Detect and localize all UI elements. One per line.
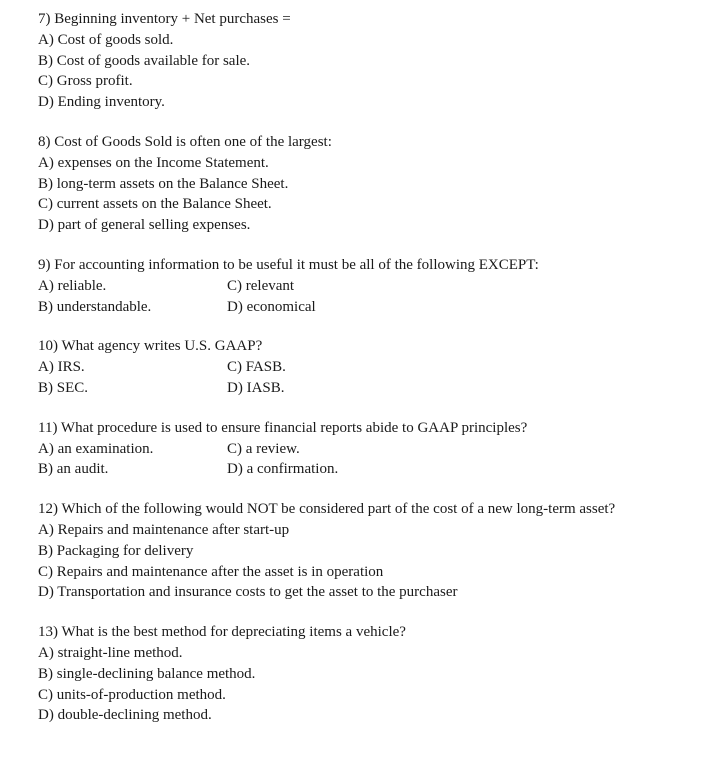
answer-row xyxy=(38,378,678,399)
answer-option-b: B) Cost of goods available for sale. xyxy=(38,52,251,69)
answer-option-a: A) Cost of goods sold. xyxy=(38,31,174,48)
question-10 xyxy=(38,336,678,398)
question-stem: 12) Which of the following would NOT be considered part of the cost of a new long-term asset? xyxy=(38,501,616,518)
question-8 xyxy=(38,132,678,236)
answer-option-a: A) IRS. xyxy=(38,359,85,376)
question-stem: 8) Cost of Goods Sold is often one of the largest: xyxy=(38,133,332,150)
question-stem: 13) What is the best method for depreciating items a vehicle? xyxy=(38,624,406,641)
question-12 xyxy=(38,499,678,603)
answer-option-b: B) single-declining balance method. xyxy=(38,665,256,682)
answer-option-d: D) IASB. xyxy=(227,379,285,396)
answer-option-d: D) Ending inventory. xyxy=(38,94,165,111)
answer-option-c: C) units-of-production method. xyxy=(38,686,226,703)
answer-option-c: C) FASB. xyxy=(227,359,286,376)
answer-option-b: B) SEC. xyxy=(38,379,89,396)
answer-option-c: C) Gross profit. xyxy=(38,73,133,90)
answer-option-b: B) Packaging for delivery xyxy=(38,542,194,559)
answer-row xyxy=(38,459,678,480)
question-13 xyxy=(38,622,678,726)
question-11 xyxy=(38,418,678,480)
answer-option-d: D) double-declining method. xyxy=(38,707,212,724)
quiz-document xyxy=(38,9,678,745)
answer-row xyxy=(38,439,678,460)
answer-option-d: D) Transportation and insurance costs to get the asset to the purchaser xyxy=(38,584,458,601)
question-stem: 7) Beginning inventory + Net purchases = xyxy=(38,11,291,27)
answer-option-a: A) straight-line method. xyxy=(38,644,183,661)
answer-option-c: C) relevant xyxy=(227,277,295,294)
answer-option-b: B) understandable. xyxy=(38,298,152,315)
answer-option-b: B) an audit. xyxy=(38,461,109,478)
answer-row xyxy=(38,297,678,318)
answer-option-d: D) part of general selling expenses. xyxy=(38,217,251,234)
question-stem: 11) What procedure is used to ensure financial reports abide to GAAP principles? xyxy=(38,419,528,436)
answer-option-a: A) an examination. xyxy=(38,440,154,457)
answer-row xyxy=(38,276,678,297)
question-7 xyxy=(38,9,678,113)
question-9 xyxy=(38,255,678,317)
question-stem: 10) What agency writes U.S. GAAP? xyxy=(38,338,263,355)
answer-option-d: D) a confirmation. xyxy=(227,461,339,478)
answer-row xyxy=(38,357,678,378)
answer-option-c: C) a review. xyxy=(227,440,300,457)
answer-option-d: D) economical xyxy=(227,298,316,315)
answer-option-b: B) long-term assets on the Balance Sheet. xyxy=(38,175,289,192)
question-stem: 9) For accounting information to be useful it must be all of the following EXCEPT: xyxy=(38,256,539,273)
answer-option-a: A) Repairs and maintenance after start-up xyxy=(38,521,290,538)
answer-option-a: A) expenses on the Income Statement. xyxy=(38,154,269,171)
answer-option-c: C) current assets on the Balance Sheet. xyxy=(38,196,272,213)
answer-option-c: C) Repairs and maintenance after the asset is in operation xyxy=(38,563,384,580)
answer-option-a: A) reliable. xyxy=(38,277,107,294)
